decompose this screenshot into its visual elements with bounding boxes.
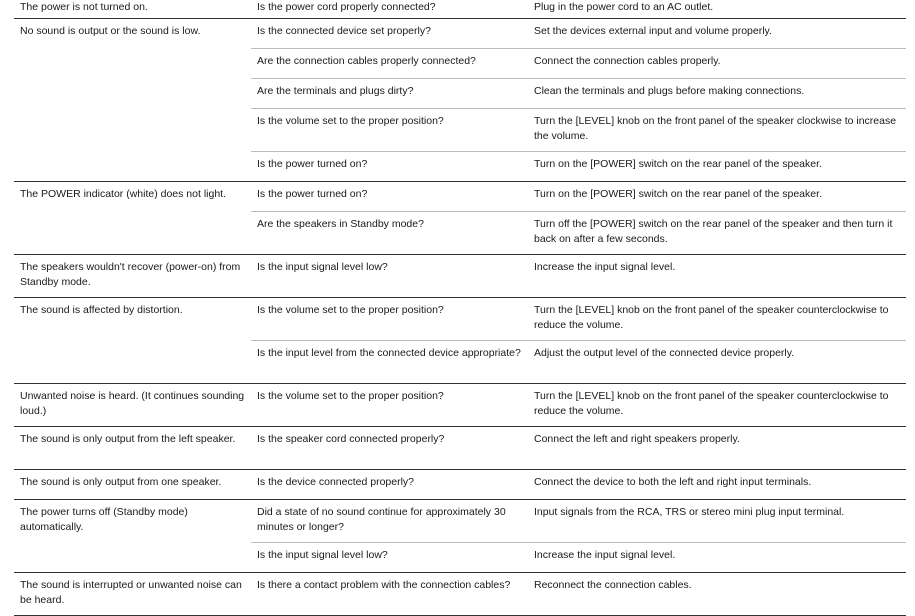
table-row xyxy=(14,298,906,341)
table-row xyxy=(14,427,906,470)
solution-cell: Turn on the [POWER] switch on the rear panel of the speaker. xyxy=(528,152,906,182)
solution-cell: Turn on the [POWER] switch on the rear panel of the speaker. xyxy=(528,182,906,212)
cause-cell: Is the input level from the connected device appropriate? xyxy=(251,341,528,384)
cause-cell: Are the speakers in Standby mode? xyxy=(251,212,528,255)
cause-cell: Did a state of no sound continue for approximately 30 minutes or longer? xyxy=(251,500,528,543)
problem-cell: The sound is interrupted or unwanted noise can be heard. xyxy=(14,573,251,616)
problem-cell: The sound is affected by distortion. xyxy=(14,298,251,384)
solution-cell: Connect the device to both the left and right input terminals. xyxy=(528,470,906,500)
table-row xyxy=(14,19,906,49)
cause-cell: Is the power cord properly connected? xyxy=(257,1,436,13)
cause-cell: Is the input signal level low? xyxy=(251,255,528,298)
solution-cell: Set the devices external input and volume properly. xyxy=(528,19,906,49)
solution-cell: Turn the [LEVEL] knob on the front panel of the speaker clockwise to increase the volume. xyxy=(528,109,906,152)
cause-cell: Are the connection cables properly connected? xyxy=(251,49,528,79)
table-row xyxy=(14,0,906,19)
problem-cell: The sound is only output from the left speaker. xyxy=(14,427,251,470)
cause-cell: Is the speaker cord connected properly? xyxy=(251,427,528,470)
solution-cell: Connect the connection cables properly. xyxy=(528,49,906,79)
solution-cell: Turn the [LEVEL] knob on the front panel of the speaker counterclockwise to reduce the volume. xyxy=(528,384,906,427)
table-row xyxy=(14,500,906,543)
table-row xyxy=(14,384,906,427)
table-row xyxy=(14,182,906,212)
solution-cell: Connect the left and right speakers properly. xyxy=(528,427,906,470)
cause-cell: Is the volume set to the proper position? xyxy=(251,298,528,341)
cause-cell: Is the connected device set properly? xyxy=(251,19,528,49)
solution-cell: Plug in the power cord to an AC outlet. xyxy=(534,1,714,13)
cause-cell: Is the input signal level low? xyxy=(251,543,528,573)
table-row xyxy=(14,470,906,500)
solution-cell: Turn the [LEVEL] knob on the front panel of the speaker counterclockwise to reduce the volume. xyxy=(528,298,906,341)
cause-cell: Is the volume set to the proper position? xyxy=(251,384,528,427)
cause-cell: Is the power turned on? xyxy=(251,182,528,212)
problem-cell: Unwanted noise is heard. (It continues sounding loud.) xyxy=(14,384,251,427)
solution-cell: Input signals from the RCA, TRS or stereo mini plug input terminal. xyxy=(528,500,906,543)
solution-cell: Reconnect the connection cables. xyxy=(528,573,906,616)
solution-cell: Clean the terminals and plugs before making connections. xyxy=(528,79,906,109)
cause-cell: Is there a contact problem with the connection cables? xyxy=(251,573,528,616)
problem-cell: No sound is output or the sound is low. xyxy=(14,19,251,182)
solution-cell: Increase the input signal level. xyxy=(528,543,906,573)
cause-cell: Are the terminals and plugs dirty? xyxy=(251,79,528,109)
cause-cell: Is the device connected properly? xyxy=(251,470,528,500)
problem-cell: The POWER indicator (white) does not light. xyxy=(14,182,251,255)
troubleshooting-table xyxy=(14,0,906,616)
solution-cell: Turn off the [POWER] switch on the rear panel of the speaker and then turn it back on after a few seconds. xyxy=(528,212,906,255)
cause-cell: Is the power turned on? xyxy=(251,152,528,182)
cause-cell: Is the volume set to the proper position? xyxy=(251,109,528,152)
problem-cell: The speakers wouldn't recover (power-on) from Standby mode. xyxy=(14,255,251,298)
solution-cell: Increase the input signal level. xyxy=(528,255,906,298)
table-row xyxy=(14,573,906,616)
solution-cell: Adjust the output level of the connected device properly. xyxy=(528,341,906,384)
problem-cell: The sound is only output from one speaker. xyxy=(14,470,251,500)
problem-cell: The power turns off (Standby mode) automatically. xyxy=(14,500,251,573)
problem-cell: The power is not turned on. xyxy=(20,1,148,13)
table-row xyxy=(14,255,906,298)
